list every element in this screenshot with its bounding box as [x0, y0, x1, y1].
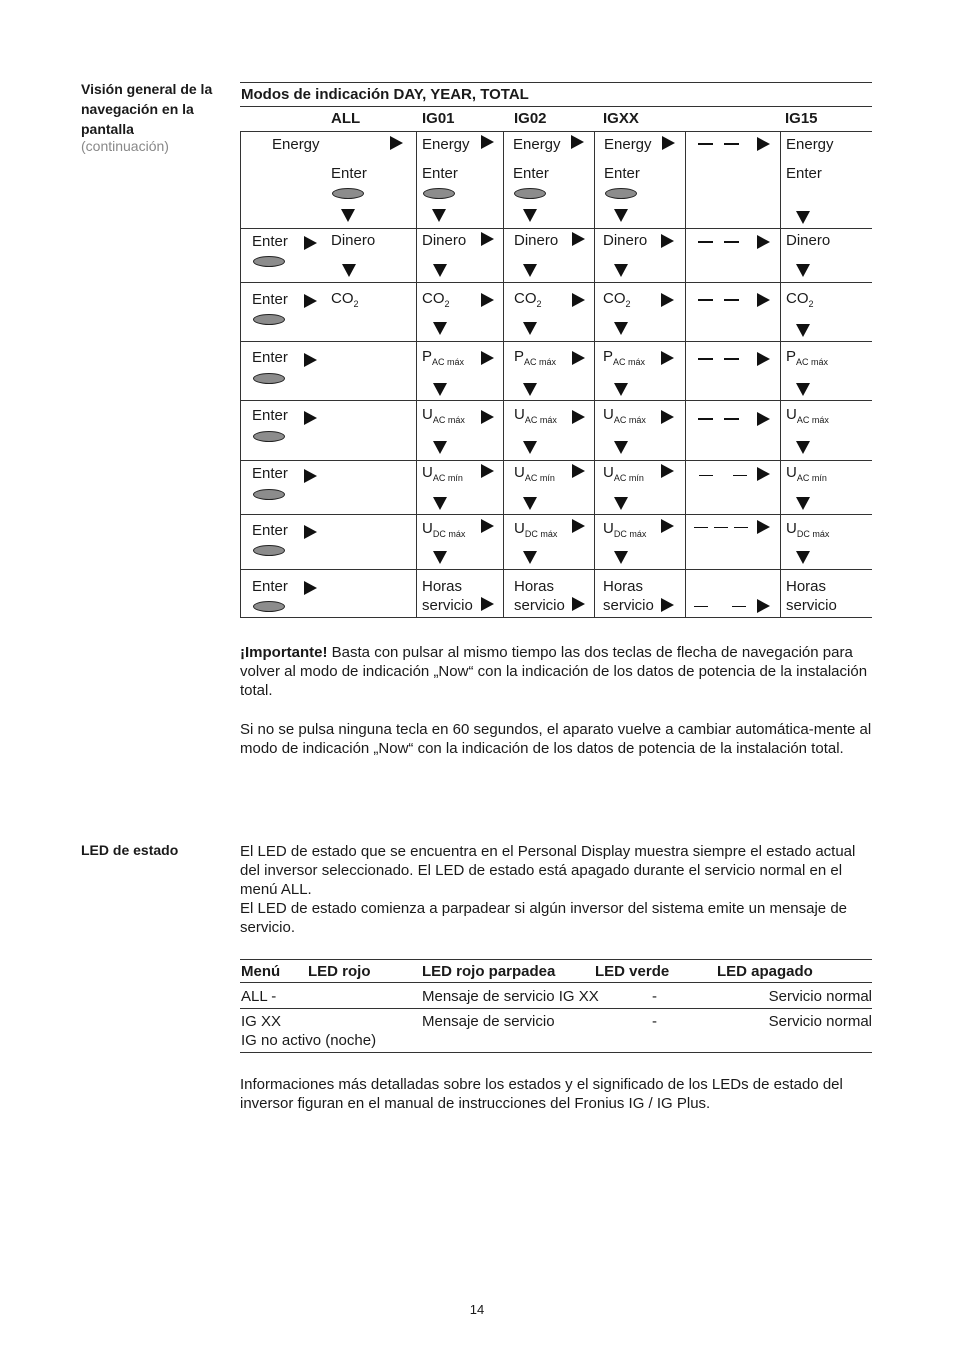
section-title-led: LED de estado: [81, 842, 179, 858]
u-label: U: [422, 520, 433, 537]
cell-horas: Horas: [514, 578, 555, 595]
co2-label: CO: [514, 290, 537, 307]
dash-icon: [698, 299, 713, 301]
cell-uac-min: [514, 464, 555, 487]
dc-max-subscript: DC máx: [524, 529, 558, 539]
arrow-right-icon: [572, 519, 585, 533]
arrow-right-icon: [661, 598, 674, 612]
u-label: U: [514, 406, 525, 423]
rule: [240, 228, 872, 229]
arrow-right-icon: [661, 351, 674, 365]
cell-enter: Enter: [513, 165, 549, 182]
led-cell-blink: Mensaje de servicio: [422, 1013, 555, 1030]
arrow-right-icon: [304, 236, 317, 250]
cell-servicio: servicio: [514, 597, 565, 614]
important-paragraph: [240, 643, 874, 700]
arrow-right-icon: [757, 467, 770, 481]
arrow-right-icon: [481, 464, 494, 478]
arrow-right-icon: [481, 519, 494, 533]
rule: [594, 131, 595, 617]
led-header-red: LED rojo: [308, 963, 371, 980]
timeout-paragraph: Si no se pulsa ninguna tecla en 60 segundos, el aparato vuelve a cambiar automática-mente al modo de indicación „Now“ con la indicación de los datos de potencia de la instalación total.: [240, 721, 872, 757]
led-cell-off: Servicio normal: [768, 1013, 872, 1030]
arrow-down-icon: [614, 209, 628, 222]
u-label: U: [603, 406, 614, 423]
cell-enter: Enter: [252, 349, 288, 366]
rule: [240, 959, 872, 960]
arrow-right-icon: [572, 410, 585, 424]
ac-min-subscript: AC mín: [613, 473, 644, 483]
u-label: U: [603, 464, 614, 481]
led-header-green: LED verde: [595, 963, 670, 980]
arrow-right-icon: [571, 135, 584, 149]
arrow-down-icon: [614, 551, 628, 564]
cell-co2: [603, 290, 631, 313]
cell-co2: [331, 290, 359, 313]
arrow-right-icon: [481, 351, 494, 365]
cell-horas: Horas: [603, 578, 644, 595]
u-label: U: [786, 406, 797, 423]
cell-udc-max: [514, 520, 557, 543]
arrow-right-icon: [757, 352, 770, 366]
arrow-right-icon: [572, 293, 585, 307]
co2-subscript: 2: [444, 299, 450, 309]
arrow-right-icon: [757, 137, 770, 151]
ac-max-subscript: AC máx: [796, 415, 829, 425]
dash-icon: [724, 299, 739, 301]
arrow-right-icon: [572, 351, 585, 365]
cell-udc-max: [786, 520, 829, 543]
dash-icon: [694, 527, 708, 528]
led-header-menu: Menú: [241, 963, 281, 980]
important-label: ¡Importante!: [240, 644, 328, 661]
rule: [240, 106, 872, 107]
cell-dinero: Dinero: [422, 232, 467, 249]
cell-enter: Enter: [331, 165, 367, 182]
section-subtitle-continuation: (continuación): [81, 138, 169, 154]
rule: [240, 131, 241, 617]
u-label: U: [786, 520, 797, 537]
cell-uac-min: [422, 464, 463, 487]
page-number: 14: [469, 1302, 485, 1317]
dash-icon: [724, 143, 739, 145]
arrow-right-icon: [757, 520, 770, 534]
cell-pac-max: [603, 348, 645, 371]
arrow-down-icon: [433, 551, 447, 564]
column-header-igxx: IGXX: [603, 110, 639, 127]
cell-enter: Enter: [604, 165, 640, 182]
arrow-right-icon: [304, 294, 317, 308]
led-cell-blink: Mensaje de servicio IG XX: [422, 988, 599, 1005]
cell-servicio: servicio: [603, 597, 654, 614]
arrow-down-icon: [433, 497, 447, 510]
dash-icon: [694, 606, 708, 607]
u-label: U: [514, 464, 525, 481]
cell-dinero: Dinero: [331, 232, 376, 249]
led-cell-menu: IG no activo (noche): [241, 1032, 377, 1049]
cell-enter: Enter: [786, 165, 822, 182]
led-cell-green: -: [652, 988, 657, 1005]
led-cell-menu: IG XX: [241, 1013, 282, 1030]
rule: [240, 1052, 872, 1053]
arrow-down-icon: [342, 264, 356, 277]
dc-max-subscript: DC máx: [432, 529, 466, 539]
enter-key-icon: [253, 256, 285, 267]
ac-max-subscript: AC máx: [432, 415, 465, 425]
cell-co2: [786, 290, 814, 313]
arrow-right-icon: [661, 519, 674, 533]
arrow-right-icon: [481, 135, 494, 149]
led-cell-green: -: [652, 1013, 657, 1030]
enter-key-icon: [253, 489, 285, 500]
rule: [503, 131, 504, 617]
cell-pac-max: [514, 348, 556, 371]
important-text: Basta con pulsar al mismo tiempo las dos teclas de flecha de navegación para volver al modo de indicación „Now“ con la indicación de los datos de potencia de la instalación total.: [240, 644, 868, 699]
cell-co2: [422, 290, 450, 313]
arrow-down-icon: [614, 383, 628, 396]
arrow-down-icon: [796, 264, 810, 277]
dash-icon: [733, 475, 747, 476]
rule: [240, 617, 872, 618]
rule: [240, 569, 872, 570]
arrow-right-icon: [304, 525, 317, 539]
arrow-down-icon: [433, 264, 447, 277]
dash-icon: [698, 143, 713, 145]
dash-icon: [699, 475, 713, 476]
column-header-ig02: IG02: [514, 110, 547, 127]
cell-enter: Enter: [252, 578, 288, 595]
arrow-right-icon: [481, 293, 494, 307]
dash-icon: [724, 418, 739, 420]
p-label: P: [786, 348, 797, 365]
enter-key-icon: [253, 373, 285, 384]
led-paragraph-1: El LED de estado que se encuentra en el Personal Display muestra siempre el estado actual del inversor seleccionado. El LED de estado está apagado durante el servicio normal en el menú ALL.: [240, 843, 856, 898]
cell-uac-max: [603, 406, 646, 429]
info-paragraph: Informaciones más detalladas sobre los estados y el significado de los LEDs de estado del inversor figuran en el manual de instrucciones del Fronius IG / IG Plus.: [240, 1076, 843, 1112]
dash-icon: [732, 606, 746, 607]
cell-energy: Energy: [422, 136, 470, 153]
ac-min-subscript: AC mín: [796, 473, 827, 483]
cell-udc-max: [603, 520, 646, 543]
cell-uac-min: [786, 464, 827, 487]
arrow-down-icon: [796, 551, 810, 564]
co2-subscript: 2: [625, 299, 631, 309]
section-title-navigation: Visión general de la navegación en la pantalla: [81, 81, 213, 137]
arrow-down-icon: [796, 441, 810, 454]
dash-icon: [724, 241, 739, 243]
ac-max-subscript: AC máx: [613, 415, 646, 425]
arrow-right-icon: [304, 469, 317, 483]
cell-uac-min: [603, 464, 644, 487]
cell-enter: Enter: [252, 522, 288, 539]
cell-dinero: Dinero: [603, 232, 648, 249]
arrow-down-icon: [433, 441, 447, 454]
column-header-all: ALL: [331, 110, 361, 127]
enter-key-icon: [514, 188, 546, 199]
cell-horas: Horas: [786, 578, 827, 595]
arrow-down-icon: [614, 497, 628, 510]
cell-energy: Energy: [604, 136, 652, 153]
cell-uac-max: [514, 406, 557, 429]
ac-max-subscript: AC máx: [613, 357, 646, 367]
rule: [240, 982, 872, 983]
arrow-right-icon: [304, 581, 317, 595]
rule: [685, 131, 686, 617]
arrow-down-icon: [523, 383, 537, 396]
enter-key-icon: [332, 188, 364, 199]
rule: [240, 400, 872, 401]
u-label: U: [603, 520, 614, 537]
u-label: U: [422, 406, 433, 423]
cell-energy: Energy: [513, 136, 561, 153]
rule: [240, 460, 872, 461]
u-label: U: [422, 464, 433, 481]
enter-key-icon: [253, 545, 285, 556]
dash-icon: [714, 527, 728, 528]
led-cell-menu: ALL -: [241, 988, 277, 1005]
rule: [240, 341, 872, 342]
dc-max-subscript: DC máx: [796, 529, 830, 539]
co2-subscript: 2: [808, 299, 814, 309]
arrow-right-icon: [662, 136, 675, 150]
arrow-down-icon: [614, 441, 628, 454]
arrow-down-icon: [433, 383, 447, 396]
arrow-down-icon: [523, 264, 537, 277]
co2-subscript: 2: [353, 299, 359, 309]
rule: [240, 1008, 872, 1009]
cell-enter: Enter: [252, 291, 288, 308]
co2-label: CO: [603, 290, 626, 307]
enter-key-icon: [605, 188, 637, 199]
arrow-right-icon: [481, 410, 494, 424]
arrow-right-icon: [481, 597, 494, 611]
cell-enter: Enter: [252, 465, 288, 482]
rule: [240, 282, 872, 283]
enter-key-icon: [253, 431, 285, 442]
cell-co2: [514, 290, 542, 313]
cell-uac-max: [786, 406, 829, 429]
co2-label: CO: [786, 290, 809, 307]
arrow-down-icon: [523, 497, 537, 510]
cell-pac-max: [786, 348, 828, 371]
arrow-right-icon: [757, 412, 770, 426]
arrow-right-icon: [481, 232, 494, 246]
ac-max-subscript: AC máx: [524, 415, 557, 425]
enter-key-icon: [253, 314, 285, 325]
cell-pac-max: [422, 348, 464, 371]
arrow-down-icon: [796, 211, 810, 224]
arrow-down-icon: [614, 264, 628, 277]
rule: [780, 131, 781, 617]
cell-udc-max: [422, 520, 465, 543]
arrow-down-icon: [433, 322, 447, 335]
cell-servicio: servicio: [422, 597, 473, 614]
column-header-ig01: IG01: [422, 110, 455, 127]
cell-servicio: servicio: [786, 597, 837, 614]
ac-max-subscript: AC máx: [524, 357, 557, 367]
rule: [240, 131, 872, 132]
arrow-down-icon: [523, 322, 537, 335]
u-label: U: [786, 464, 797, 481]
cell-dinero: Dinero: [514, 232, 559, 249]
arrow-right-icon: [661, 464, 674, 478]
p-label: P: [422, 348, 433, 365]
p-label: P: [514, 348, 525, 365]
arrow-down-icon: [796, 497, 810, 510]
cell-enter: Enter: [252, 407, 288, 424]
dash-icon: [724, 358, 739, 360]
ac-max-subscript: AC máx: [796, 357, 829, 367]
arrow-right-icon: [390, 136, 403, 150]
cell-horas: Horas: [422, 578, 463, 595]
arrow-down-icon: [432, 209, 446, 222]
arrow-down-icon: [614, 322, 628, 335]
dash-icon: [734, 527, 748, 528]
arrow-down-icon: [523, 441, 537, 454]
arrow-right-icon: [572, 464, 585, 478]
dash-icon: [698, 358, 713, 360]
cell-energy: Energy: [272, 136, 320, 153]
dash-icon: [698, 241, 713, 243]
arrow-down-icon: [796, 383, 810, 396]
arrow-right-icon: [661, 410, 674, 424]
ac-min-subscript: AC mín: [432, 473, 463, 483]
table-caption: Modos de indicación DAY, YEAR, TOTAL: [241, 86, 529, 103]
cell-dinero: Dinero: [786, 232, 831, 249]
arrow-right-icon: [757, 293, 770, 307]
enter-key-icon: [253, 601, 285, 612]
rule: [240, 514, 872, 515]
ac-max-subscript: AC máx: [432, 357, 465, 367]
led-cell-off: Servicio normal: [768, 988, 872, 1005]
ac-min-subscript: AC mín: [524, 473, 555, 483]
arrow-down-icon: [796, 324, 810, 337]
cell-energy: Energy: [786, 136, 834, 153]
arrow-right-icon: [757, 599, 770, 613]
rule: [416, 131, 417, 617]
arrow-right-icon: [304, 411, 317, 425]
co2-label: CO: [422, 290, 445, 307]
column-header-ig15: IG15: [785, 110, 818, 127]
dc-max-subscript: DC máx: [613, 529, 647, 539]
led-paragraph-2: El LED de estado comienza a parpadear si algún inversor del sistema emite un mensaje de servicio.: [240, 900, 848, 936]
arrow-right-icon: [304, 353, 317, 367]
cell-enter: Enter: [422, 165, 458, 182]
cell-uac-max: [422, 406, 465, 429]
co2-subscript: 2: [536, 299, 542, 309]
rule: [240, 82, 872, 83]
arrow-right-icon: [661, 293, 674, 307]
arrow-right-icon: [757, 235, 770, 249]
arrow-right-icon: [572, 597, 585, 611]
dash-icon: [698, 418, 713, 420]
arrow-down-icon: [523, 209, 537, 222]
co2-label: CO: [331, 290, 354, 307]
arrow-right-icon: [661, 234, 674, 248]
u-label: U: [514, 520, 525, 537]
enter-key-icon: [423, 188, 455, 199]
led-header-red-blink: LED rojo parpadea: [422, 963, 556, 980]
cell-enter: Enter: [252, 233, 288, 250]
led-header-off: LED apagado: [717, 963, 813, 980]
arrow-right-icon: [572, 232, 585, 246]
p-label: P: [603, 348, 614, 365]
arrow-down-icon: [341, 209, 355, 222]
arrow-down-icon: [523, 551, 537, 564]
